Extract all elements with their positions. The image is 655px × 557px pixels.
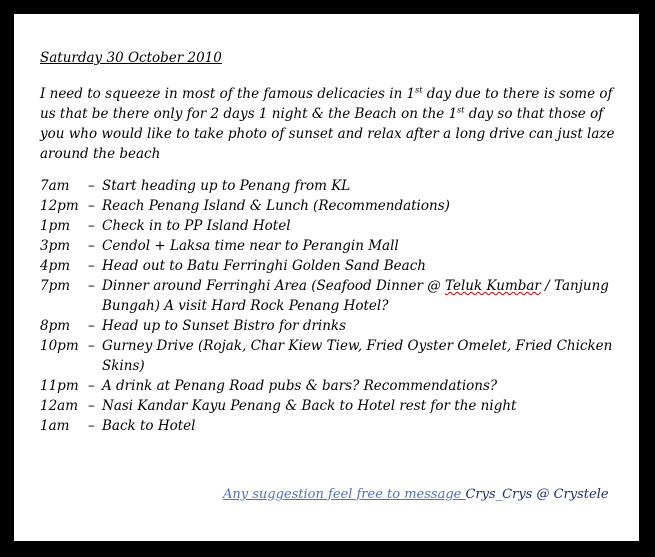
schedule-time: 11pm	[40, 378, 79, 394]
schedule-activity: Cendol + Laksa time near to Perangin Mall	[102, 238, 399, 254]
schedule-activity: Head up to Sunset Bistro for drinks	[102, 318, 347, 334]
schedule-time: 3pm	[40, 238, 71, 254]
schedule-activity: Check in to PP Island Hotel	[102, 218, 291, 234]
footer-lead-text: Any suggestion feel free to message	[223, 487, 466, 502]
schedule-row	[40, 396, 630, 416]
schedule-time: 1am	[40, 418, 70, 434]
schedule-dash: –	[88, 278, 95, 294]
schedule-time: 1pm	[40, 218, 71, 234]
schedule-dash: –	[88, 258, 95, 274]
activity-text: Dinner around Ferringhi Area (Seafood Dinner @	[102, 278, 446, 294]
schedule-activity: Reach Penang Island & Lunch (Recommendations)	[102, 198, 450, 214]
schedule-time: 12am	[40, 398, 79, 414]
schedule-time: 7pm	[40, 278, 71, 294]
schedule-activity: Nasi Kandar Kayu Penang & Back to Hotel rest for the night	[102, 398, 517, 414]
date-heading: Saturday 30 October 2010	[40, 50, 222, 66]
schedule-time: 4pm	[40, 258, 71, 274]
schedule-row	[40, 176, 630, 196]
schedule-dash: –	[88, 238, 95, 254]
intro-part-1: I need to squeeze in most of the famous delicacies in 1	[40, 86, 416, 102]
schedule-row	[40, 316, 630, 336]
footer-at-text: @ Crystele	[532, 487, 609, 502]
schedule-row	[40, 336, 630, 376]
schedule-row	[40, 216, 630, 236]
schedule-activity: Start heading up to Penang from KL	[102, 178, 351, 194]
schedule-dash: –	[88, 338, 95, 354]
schedule-dash: –	[88, 318, 95, 334]
schedule-dash: –	[88, 218, 95, 234]
footer-message	[223, 486, 609, 504]
schedule-row	[40, 196, 630, 216]
schedule-activity: Back to Hotel	[102, 418, 196, 434]
schedule-dash: –	[88, 378, 95, 394]
intro-superscript-2: st	[457, 105, 465, 115]
schedule-row	[40, 256, 630, 276]
itinerary-document	[40, 48, 630, 436]
schedule-time: 12pm	[40, 198, 79, 214]
schedule-row	[40, 236, 630, 256]
schedule-activity: Gurney Drive (Rojak, Char Kiew Tiew, Fried Oyster Omelet, Fried Chicken Skins)	[102, 338, 613, 374]
schedule-activity: Head out to Batu Ferringhi Golden Sand Beach	[102, 258, 426, 274]
schedule-row	[40, 376, 630, 396]
schedule-time: 7am	[40, 178, 70, 194]
intro-part-3: day so that those of you who would like to take photo of sunset and relax after a long drive can just laze around the beach	[40, 106, 615, 162]
intro-part-2: day due to there is some of us that be there only for 2 days 1 night & the Beach on the 1	[40, 86, 613, 122]
schedule-dash: –	[88, 198, 95, 214]
schedule-time: 8pm	[40, 318, 71, 334]
footer-handle-link[interactable]: Crys_Crys	[465, 487, 533, 502]
schedule-dash: –	[88, 178, 95, 194]
activity-text: / Tanjung Bungah) A visit Hard Rock Penang Hotel?	[102, 278, 609, 314]
spellcheck-flagged-word: Teluk Kumbar	[445, 278, 541, 294]
schedule-activity	[102, 276, 630, 316]
schedule-list	[40, 176, 630, 436]
schedule-dash: –	[88, 418, 95, 434]
schedule-row	[40, 416, 630, 436]
schedule-time: 10pm	[40, 338, 79, 354]
intro-superscript-1: st	[415, 85, 423, 95]
schedule-activity: A drink at Penang Road pubs & bars? Recommendations?	[102, 378, 498, 394]
schedule-dash: –	[88, 398, 95, 414]
schedule-row	[40, 276, 630, 316]
intro-paragraph	[40, 84, 630, 164]
